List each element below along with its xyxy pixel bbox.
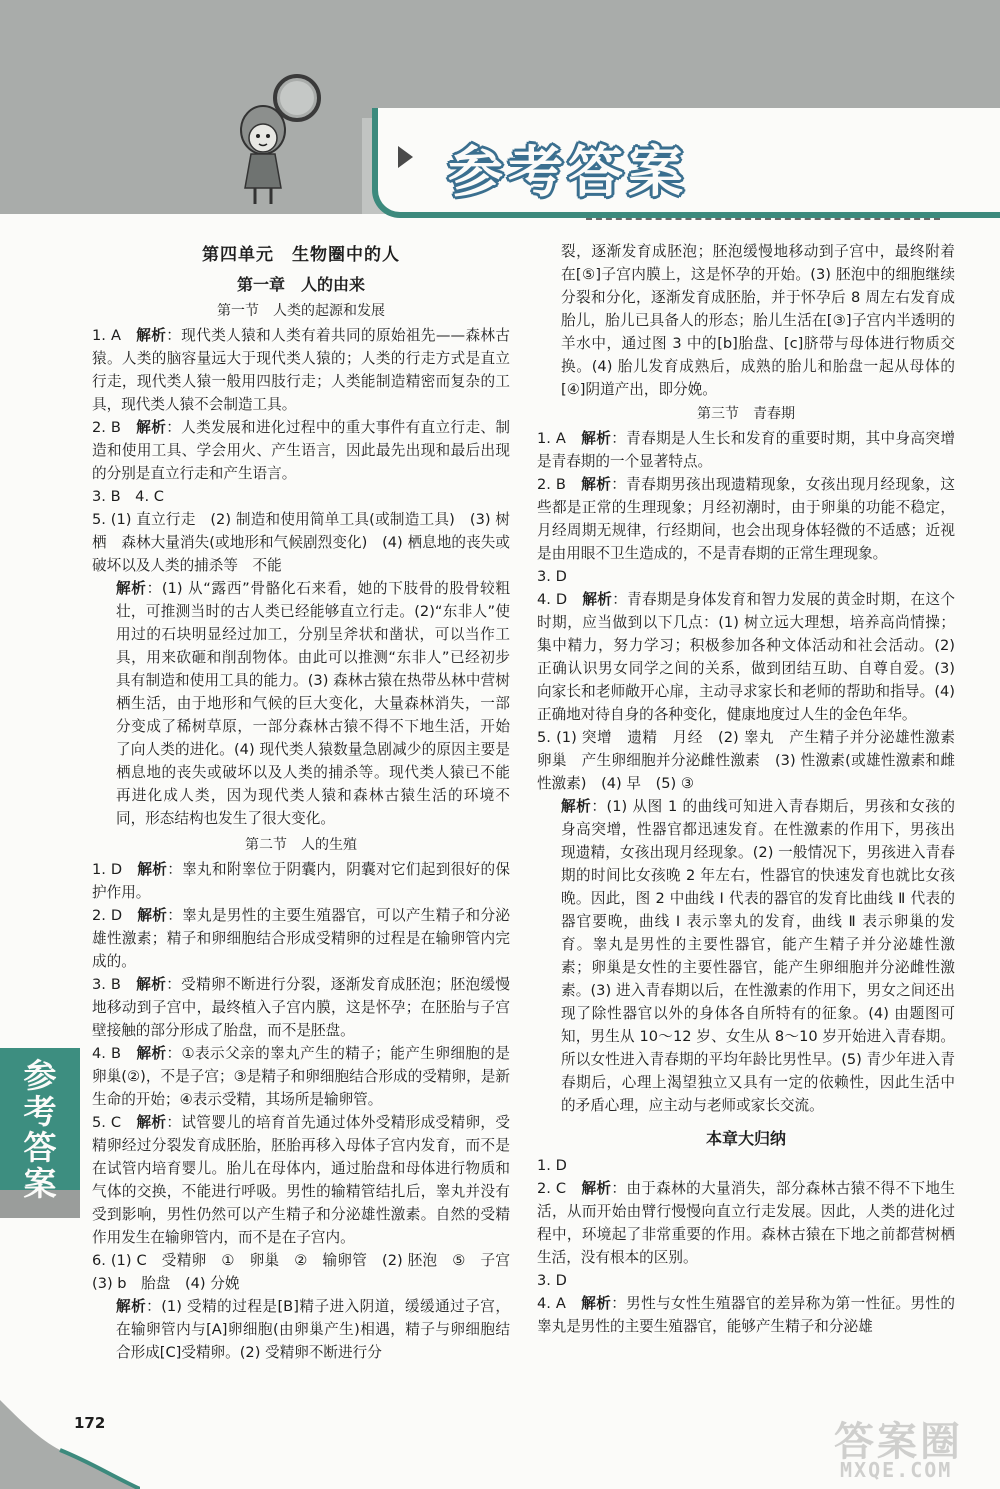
section-1-title: 第一节 人类的起源和发展 [217, 303, 385, 319]
chapter-title: 第一章 人的由来 [236, 275, 365, 294]
answer-s1-q1: 1. A 解析：现代类人猿和人类有着共同的原始祖先——森林古猿。人类的脑容量远大于现代类人猿的；人类的行走方式是直立行走，现代类人猿一般用四肢行走；人类能制造精密而复杂的工具，现代类人猿不会制造工具。 [92, 327, 510, 413]
answer-s1-q3-q4: 3. B 4. C [92, 488, 164, 505]
unit-title: 第四单元 生物圈中的人 [202, 245, 400, 265]
section-3-title: 第三节 青春期 [697, 406, 795, 422]
answer-summary-q1: 1. D [537, 1157, 567, 1174]
answer-s3-q4: 4. D 解析：青春期是身体发育和智力发展的黄金时期，在这个时期，应当做到以下几点：(1) 树立远大理想，培养高尚情操；集中精力，努力学习；积极参加各种文体活动和社会活动。(2) 正确认识男女同学之间的关系，做到团结互助、自尊自爱。(3) 向家长和老师敞开心扉，主动寻求家长和老师的帮助和指导。(4) 正确地对待自身的各种变化，健康地度过人生的金色年华。 [537, 591, 955, 723]
section-2-title: 第二节 人的生殖 [245, 837, 357, 853]
answer-s3-q3: 3. D [537, 568, 567, 585]
answer-s3-q2: 2. B 解析：青春期男孩出现遗精现象，女孩出现月经现象，这些都是正常的生理现象；月经初潮时，由于卵巢的功能不稳定，月经周期无规律，行经期间，也会出现身体轻微的不适感；近视是由用眼不卫生造成的，不是青春期的正常生理现象。 [537, 476, 955, 562]
watermark-url: MXQE.COM [840, 1458, 953, 1482]
answer-summary-q3: 3. D [537, 1272, 567, 1289]
side-tab-label: 参考答案 [23, 1056, 57, 1203]
answer-summary-q2: 2. C 解析：由于森林的大量消失，部分森林古猿不得不下地生活，从而开始由臂行慢慢向直立行走发展。因此，人类的进化过程中，环境起了非常重要的作用。森林古猿在下地之前都营树栖生活，没有根本的区别。 [537, 1180, 955, 1266]
page-title: 参考答案 [448, 140, 689, 204]
answer-s3-q5: 5. (1) 突增 遗精 月经 (2) 睾丸 产生精子并分泌雄性激素 卵巢 产生卵细胞并分泌雌性激素 (3) 性激素(或雄性激素和雌性激素) (4) 早 (5) ③ [537, 729, 970, 792]
answer-s1-q5: 5. (1) 直立行走 (2) 制造和使用简单工具(或制造工具) (3) 树栖 森林大量消失(或地形和气候剧烈变化) (4) 栖息地的丧失或破坏以及人类的捕杀等 不能 [92, 511, 510, 574]
dashed-divider [586, 218, 940, 220]
analysis-s3-q5: 解析：(1) 从图 1 的曲线可知进入青春期后，男孩和女孩的身高突增，性器官都迅速发育。在性激素的作用下，男孩出现遗精，女孩出现月经现象。(2) 一般情况下，男孩进入青春期的时间比女孩晚 2 年左右，性器官的快速发育也就比女孩晚。因此，图 2 中曲线 Ⅰ 代表的器官的发育比曲线 Ⅱ 代表的器官要晚，曲线 Ⅰ 表示睾丸的发育，曲线 Ⅱ 表示卵巢的发育。睾丸是男性的主要性器官，能产生精子并分泌雄性激素；卵巢是女性的主要性器官，能产生卵细胞并分泌雌性激素。(3) 进入青春期以后，在性激素的作用下，男女之间还出现了除性器官以外的身体各自所特有的征象。(4) 由题图可知，男生从 10～12 岁、女生从 8～10 岁开始进入青春期。所以女性进入青春期的平均年龄比男性早。(5) 青少年进入青春期后，心理上渴望独立又具有一定的依赖性，因此生活中的矛盾心理，应主动与老师或家长交流。 [561, 798, 955, 1114]
analysis-s2-q6: 解析：(1) 受精的过程是[B]精子进入阴道，缓缓通过子宫，在输卵管内与[A]卵细胞(由卵巢产生)相遇，精子与卵细胞结合形成[C]受精卵。(2) 受精卵不断进行分 [116, 1298, 510, 1361]
watermark [826, 1404, 996, 1488]
answer-s2-q1: 1. D 解析：睾丸和附睾位于阴囊内，阴囊对它们起到很好的保护作用。 [92, 861, 510, 901]
girl-with-magnifier-illustration [225, 68, 335, 208]
answer-s2-q4: 4. B 解析：①表示父亲的睾丸产生的精子；能产生卵细胞的是卵巢(②)，不是子宫；③是精子和卵细胞结合形成的受精卵，是新生命的开始；④表示受精，其场所是输卵管。 [92, 1045, 510, 1108]
answer-summary-q4: 4. A 解析：男性与女性生殖器官的差异称为第一性征。男性的睾丸是男性的主要生殖器官，能够产生精子和分泌雄 [537, 1295, 955, 1335]
watermark-text: 答案圈 [834, 1419, 963, 1465]
right-column [537, 240, 970, 1338]
analysis-s2-q6-continued: 裂，逐渐发育成胚泡；胚泡缓慢地移动到子宫中，最终附着在[⑤]子宫内膜上，这是怀孕的开始。(3) 胚泡中的细胞继续分裂和分化，逐渐发育成胚胎，并于怀孕后 8 周左右发育成胎儿，胎儿已具备人的形态；胎儿生活在[③]子宫内半透明的羊水中，通过图 3 中的[b]胎盘、[c]脐带与母体进行物质交换。(4) 胎儿发育成熟后，成熟的胎儿和胎盘一起从母体的[④]阴道产出，即分娩。 [561, 243, 955, 398]
play-arrow-icon [398, 146, 413, 168]
answer-s2-q5: 5. C 解析：试管婴儿的培育首先通过体外受精形成受精卵，受精卵经过分裂发育成胚胎，胚胎再移入母体子宫内发育，而不是在试管内培育婴儿。胎儿在母体内，通过胎盘和母体进行物质和气体的交换，不能进行呼吸。男性的输精管结扎后，睾丸并没有受到影响，男性仍然可以产生精子和分泌雄性激素。自然的受精作用发生在输卵管内，而不是在子宫内。 [92, 1114, 510, 1246]
page-header [0, 0, 1000, 236]
page-number: 172 [74, 1414, 106, 1432]
analysis-s1-q5: 解析：(1) 从“露西”骨骼化石来看，她的下肢骨的股骨较粗壮，可推测当时的古人类已经能够直立行走。(2)“东非人”使用过的石块明显经过加工，分别呈斧状和凿状，可以当作工具，用来砍砸和削刮物体。由此可以推测“东非人”已经初步具有制造和使用工具的能力。(3) 森林古猿在热带丛林中营树栖生活，由于地形和气候的巨大变化，大量森林消失，一部分变成了稀树草原，一部分森林古猿不得不下地生活，开始了向人类的进化。(4) 现代类人猿数量急剧减少的原因主要是栖息地的丧失或破坏以及人类的捕杀等。现代类人猿已不能再进化成人类，因为现代类人猿和森林古猿生活的环境不同，形态结构也发生了很大变化。 [116, 580, 510, 827]
answer-s3-q1: 1. A 解析：青春期是人生长和发育的重要时期，其中身高突增是青春期的一个显著特点。 [537, 430, 955, 470]
left-column [92, 240, 525, 1364]
answer-s2-q3: 3. B 解析：受精卵不断进行分裂，逐渐发育成胚泡；胚泡缓慢地移动到子宫中，最终植入子宫内膜，这是怀孕；在胚胎与子宫壁接触的部分形成了胎盘，而不是胚盘。 [92, 976, 510, 1039]
chapter-summary-title: 本章大归纳 [705, 1129, 786, 1148]
page-corner-decoration [0, 1400, 140, 1489]
answer-s1-q2: 2. B 解析：人类发展和进化过程中的重大事件有直立行走、制造和使用工具、学会用火、产生语言，因此最先出现和最后出现的分别是直立行走和产生语言。 [92, 419, 510, 482]
answer-s2-q6: 6. (1) C 受精卵 ① 卵巢 ② 输卵管 (2) 胚泡 ⑤ 子宫 (3) b 胎盘 (4) 分娩 [92, 1252, 525, 1292]
answer-s2-q2: 2. D 解析：睾丸是男性的主要生殖器官，可以产生精子和分泌雄性激素；精子和卵细胞结合形成受精卵的过程是在输卵管内完成的。 [92, 907, 510, 970]
